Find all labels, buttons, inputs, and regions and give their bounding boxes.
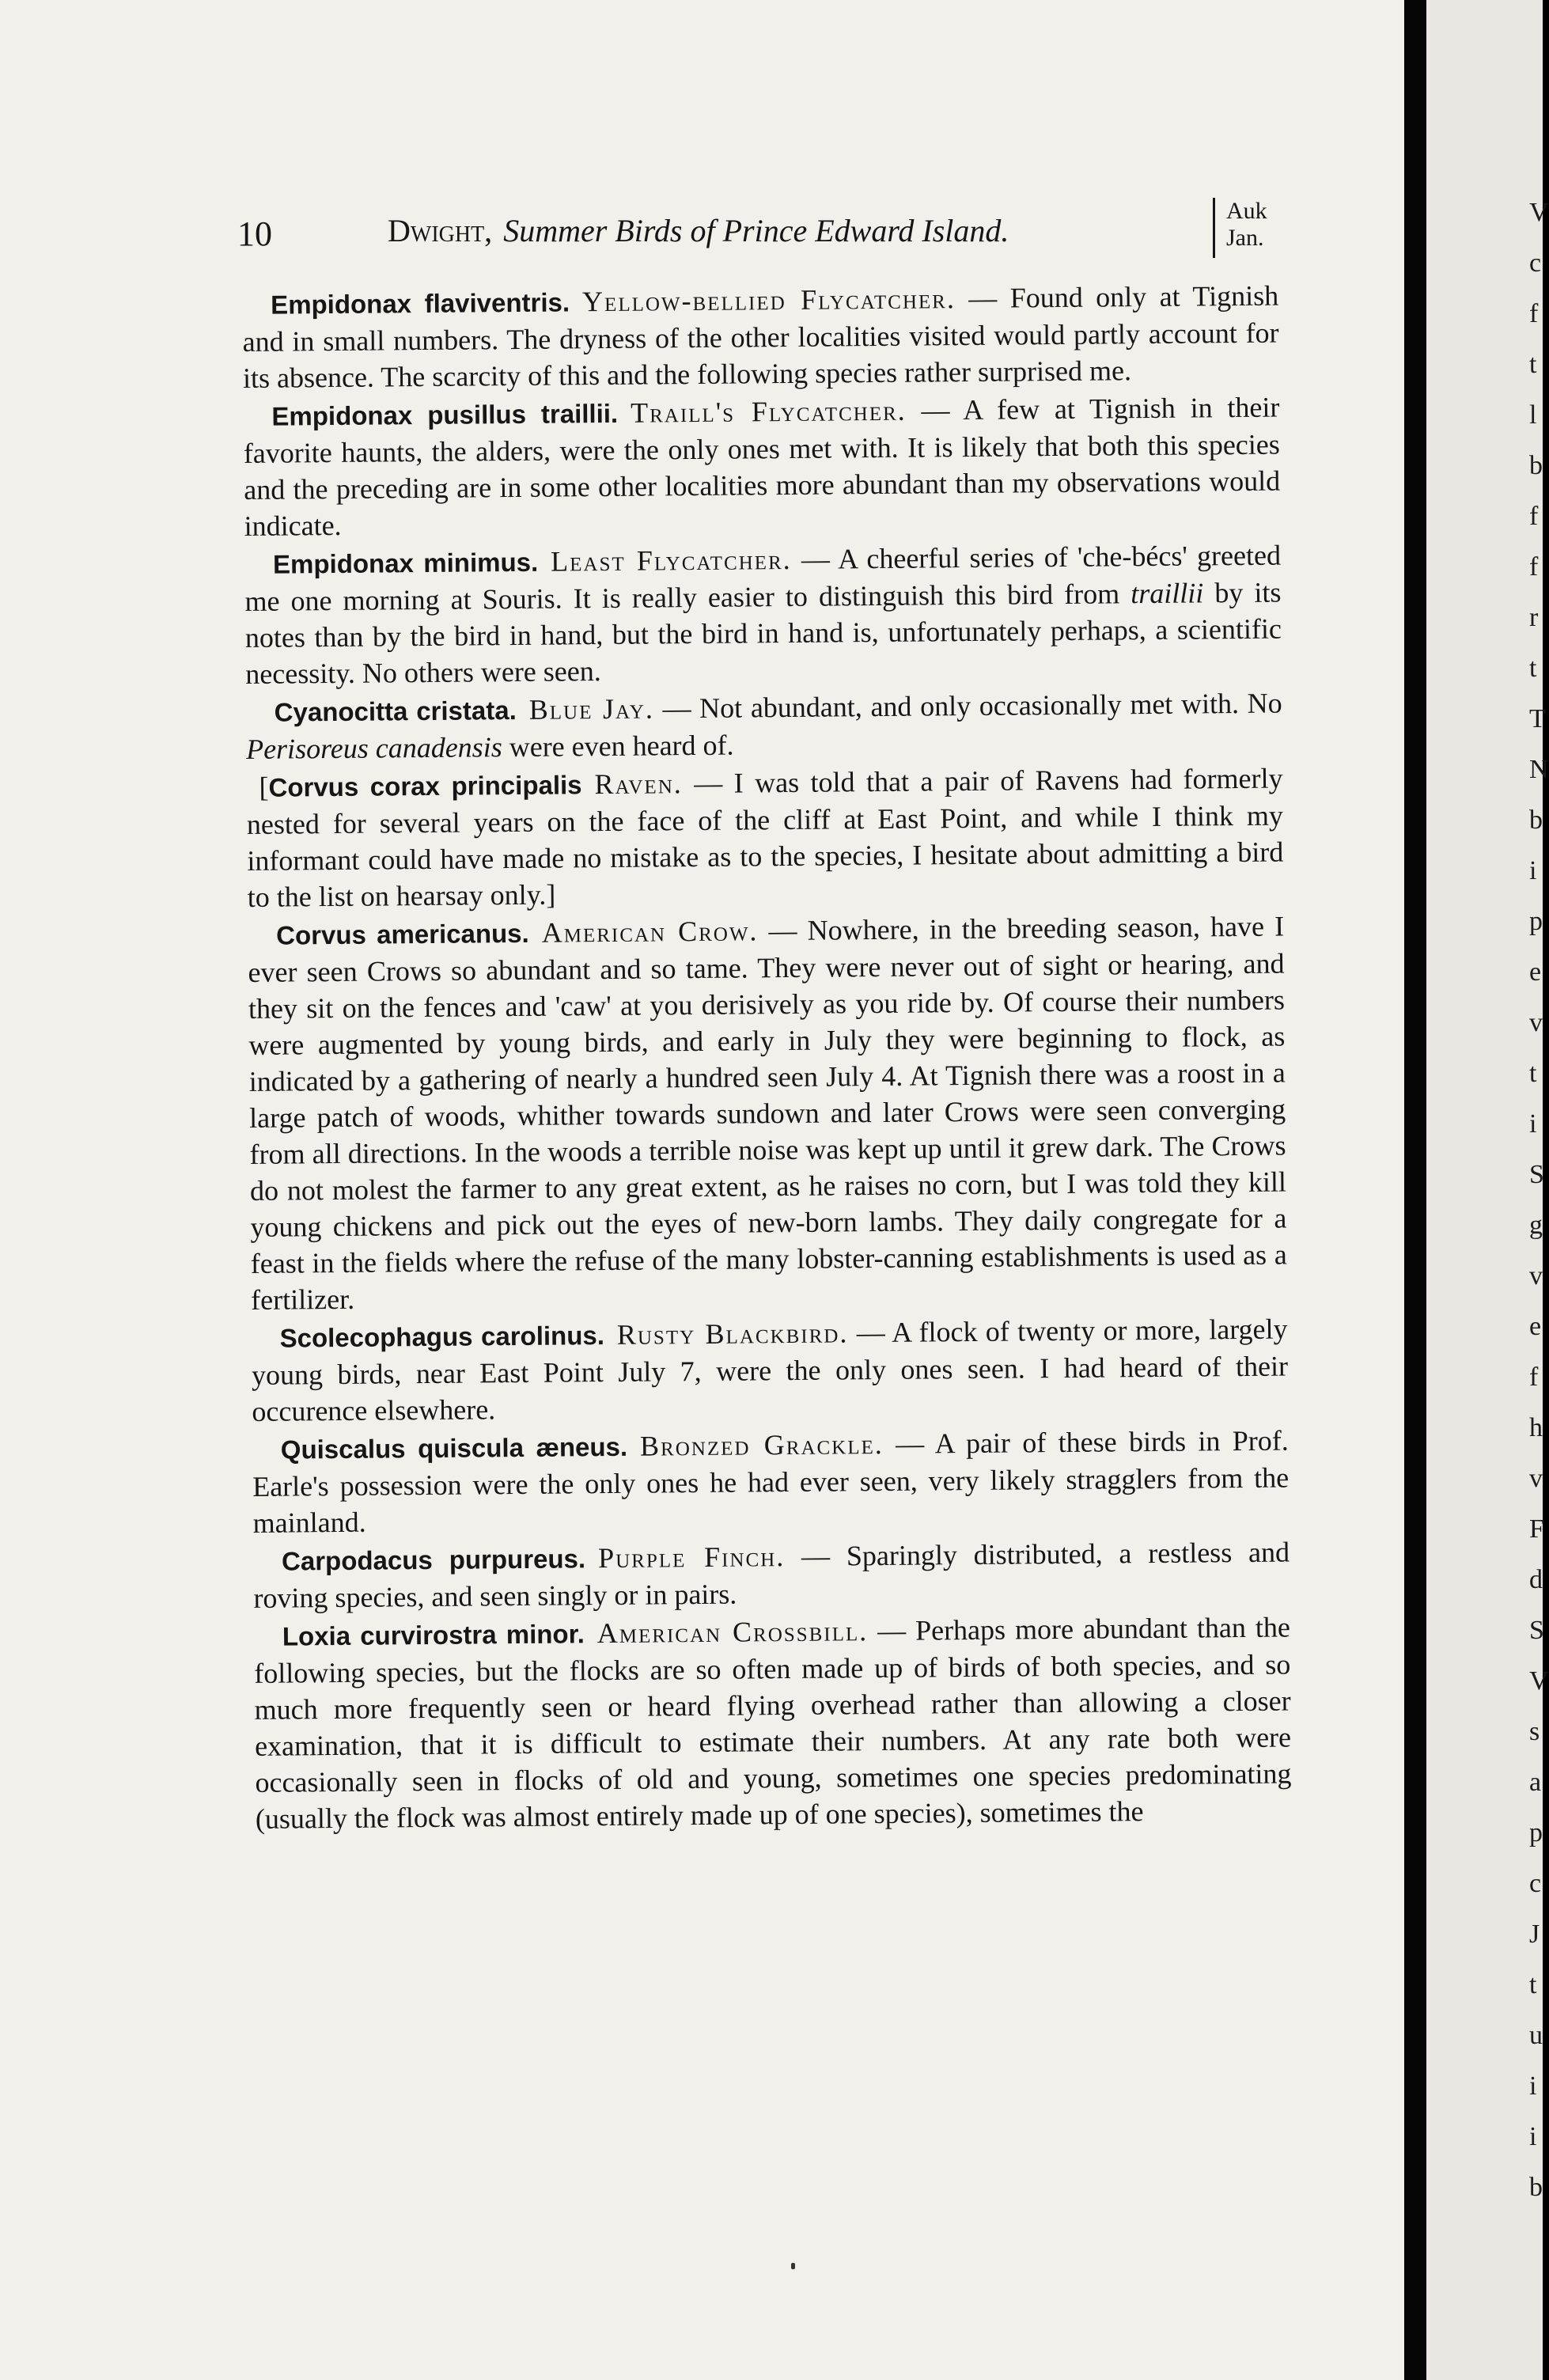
common-name: Purple Finch. — [597, 1541, 786, 1575]
adjacent-page-letter: a — [1529, 1768, 1542, 1797]
common-name: Traill's Flycatcher. — [630, 394, 907, 429]
adjacent-page-letter: u — [1529, 2021, 1543, 2050]
entry-text: — Found only at Tignish and in small numbers. The dryness of the other localities visited would partly account for its absence. The scarcity of this and the following species rather surprised me. — [242, 279, 1279, 394]
entry-text: were even heard of. — [502, 729, 734, 764]
entry-text: — A pair of these birds in Prof. Earle's possession were the only ones he had ever seen, very likely stragglers from the mainland. — [252, 1424, 1290, 1539]
adjacent-page-letter: f — [1529, 552, 1539, 582]
adjacent-page-letter: v — [1529, 1261, 1543, 1290]
common-name: Blue Jay. — [528, 692, 655, 726]
adjacent-page-edge — [1426, 0, 1549, 2380]
adjacent-page-letter: c — [1529, 1869, 1542, 1898]
adjacent-page-letter: p — [1529, 907, 1543, 936]
adjacent-page-letter: b — [1529, 451, 1543, 480]
journal-name: Auk — [1226, 198, 1267, 224]
article-body — [242, 278, 1292, 1839]
adjacent-page-letter: e — [1529, 957, 1542, 987]
species-entry — [245, 685, 1282, 767]
adjacent-page-letter: t — [1529, 1059, 1537, 1088]
adjacent-page-letter: v — [1529, 1464, 1543, 1493]
species-name: Corvus corax principalis — [268, 770, 582, 802]
running-header — [237, 198, 1282, 261]
common-name: Least Flycatcher. — [550, 543, 792, 578]
adjacent-page-letter: l — [1529, 400, 1537, 430]
adjacent-page-letter: i — [1529, 1109, 1537, 1139]
species-name: Scolecophagus carolinus. — [279, 1321, 605, 1353]
adjacent-page-letter: T — [1529, 704, 1546, 733]
running-title — [388, 212, 1009, 249]
article-title: Summer Birds of Prince Edward Island. — [503, 213, 1009, 248]
adjacent-page-letter: h — [1529, 1413, 1543, 1442]
species-name: Corvus americanus. — [275, 918, 529, 950]
author-name: Dwight, — [388, 213, 493, 248]
adjacent-page-letter: i — [1529, 2071, 1537, 2101]
entry-bracket: [ — [259, 771, 269, 803]
entry-text: — Sparingly distributed, a restless and roving species, and seen singly or in pairs. — [253, 1536, 1290, 1614]
page-number: 10 — [237, 214, 272, 253]
entry-text: — A cheerful series of 'che-bécs' greeted me one morning at Souris. It is really easier to distinguish this bird from — [244, 539, 1282, 617]
entry-text: — A few at Tignish in their favorite haunts, the alders, were the only ones met with. It is likely that both this species and the preceding are in some other localities more abundant than my observations would indicate. — [243, 391, 1281, 542]
entry-text: — Not abundant, and only occasionally met with. No — [653, 687, 1282, 725]
species-name: Carpodacus purpureus. — [281, 1544, 586, 1576]
adjacent-page-letter: f — [1529, 299, 1539, 328]
adjacent-page-letter: c — [1529, 248, 1542, 278]
adjacent-page-letter: S — [1529, 1160, 1544, 1189]
adjacent-page-letter: V — [1529, 198, 1549, 227]
species-name: Empidonax minimus. — [272, 547, 539, 579]
species-name: Quiscalus quiscula æneus. — [280, 1431, 628, 1465]
adjacent-page-letter: i — [1529, 856, 1537, 885]
adjacent-page-letter: t — [1529, 350, 1537, 379]
common-name: Bronzed Grackle. — [639, 1427, 884, 1462]
common-name: American Crossbill. — [596, 1615, 869, 1650]
adjacent-page-letter: t — [1529, 654, 1537, 683]
adjacent-page-letter: f — [1529, 1362, 1539, 1392]
species-entry — [243, 389, 1281, 544]
adjacent-page-letter: p — [1529, 1818, 1543, 1848]
page-gutter — [1404, 0, 1426, 2380]
adjacent-page-letter: N — [1529, 755, 1549, 784]
entry-text: — Perhaps more abundant than the following species, but the flocks are so often made up of birds of both species, and so much more frequently seen or heard flying overhead rather than allowing a closer examination, that it is difficult to estimate their numbers. At any rate both were occasionally seen in flocks of old and young, sometimes one species predominating (usually the flock was almost entirely made up of one species), sometimes the — [254, 1611, 1292, 1835]
species-entry — [252, 1423, 1290, 1541]
species-entry — [251, 1311, 1288, 1430]
journal-issue-bracket — [1213, 198, 1282, 258]
adjacent-page-letter: g — [1529, 1211, 1543, 1240]
adjacent-page-letter: s — [1529, 1717, 1540, 1746]
species-name: Cyanocitta cristata. — [274, 695, 517, 727]
entry-text: by its notes than by the bird in hand, but the bird in hand is, unfortunately perhaps, a scientific necessity. No others were seen. — [244, 576, 1282, 690]
journal-month: Jan. — [1226, 225, 1264, 251]
adjacent-page-letter: F — [1529, 1514, 1544, 1544]
adjacent-page-letter: r — [1529, 603, 1539, 632]
italic-taxon: Perisoreus canadensis — [245, 731, 502, 765]
adjacent-page-letter: J — [1529, 1920, 1540, 1949]
common-name: Rusty Blackbird. — [616, 1317, 849, 1351]
entry-text: — I was told that a pair of Ravens had formerly nested for several years on the face of the cliff at East Point, and while I think my informant could have made no mistake as to the species, I hesitate about admitting a bird to the list on hearsay only.] — [246, 762, 1284, 913]
adjacent-page-letter: S — [1529, 1616, 1544, 1645]
adjacent-page-letter: b — [1529, 805, 1543, 835]
adjacent-page-letter: b — [1529, 2173, 1543, 2202]
species-name: Empidonax flaviventris. — [271, 287, 570, 320]
species-name: Loxia curvirostra minor. — [282, 1619, 585, 1651]
species-entry — [242, 278, 1279, 396]
species-entry — [254, 1609, 1292, 1837]
species-entry — [253, 1534, 1290, 1616]
entry-text: — Nowhere, in the breeding season, have I ever seen Crows so abundant and so tame. They were never out of sight or hearing, and they sit on the fences and 'caw' at you derisively as you ride by. Of course their numbers were augmented by young birds, and early in July they were beginning to flock, as indicated by a gathering of nearly a hundred seen July 4. At Tignish there was a roost in a large patch of woods, whither towards sundown and later Crows were seen converging from all directions. In the woods a terrible noise was kept up until it grew dark. The Crows do not molest the farmer to any great extent, as he raises no corn, but I was told they kill young chickens and pick out the eyes of new-born lambs. They daily congregate for a feast in the fields where the refuse of the many lobster-canning establishments is used as a fertilizer. — [248, 910, 1287, 1316]
adjacent-page-letter: d — [1529, 1565, 1543, 1594]
common-name: American Crow. — [541, 915, 759, 949]
common-name: Yellow-bellied Flycatcher. — [581, 282, 956, 318]
adjacent-page-letter: e — [1529, 1312, 1542, 1341]
adjacent-page-letter: i — [1529, 2122, 1537, 2151]
italic-taxon: traillii — [1131, 577, 1204, 610]
adjacent-page-letter: v — [1529, 1008, 1543, 1037]
species-entry — [248, 908, 1287, 1318]
adjacent-page-letter: f — [1529, 502, 1539, 531]
adjacent-page-letter: V — [1529, 1666, 1549, 1696]
entry-text: — A flock of twenty or more, largely young birds, near East Point July 7, were the only ones seen. I had heard of their occurence elsewhere. — [251, 1313, 1289, 1427]
species-entry — [244, 537, 1282, 692]
print-speck — [791, 2263, 795, 2269]
species-name: Empidonax pusillus traillii. — [271, 398, 619, 431]
adjacent-page-letter: t — [1529, 1970, 1537, 1999]
common-name: Raven. — [594, 767, 683, 801]
species-entry — [246, 760, 1284, 915]
